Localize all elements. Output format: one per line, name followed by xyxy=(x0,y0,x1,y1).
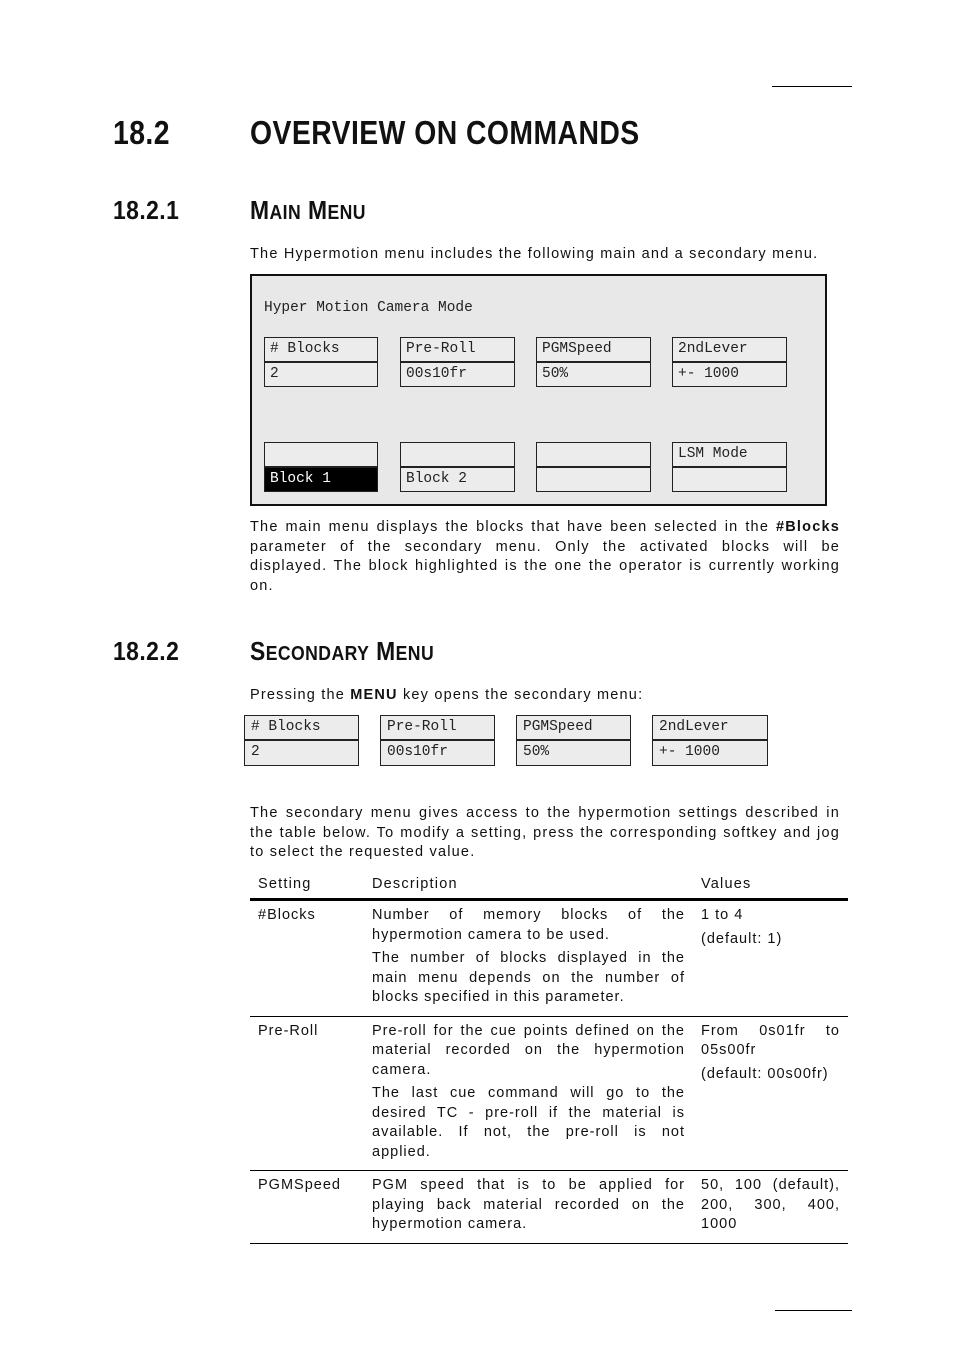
setting-name: PGMSpeed xyxy=(250,1171,364,1244)
softkey-preroll-value: 00s10fr xyxy=(400,362,515,387)
header-description: Description xyxy=(364,872,693,900)
softkey-lsm-mode-value xyxy=(672,467,787,492)
main-menu-screen xyxy=(250,274,827,506)
table-row xyxy=(250,900,848,1017)
setting-description: PGM speed that is to be applied for playing back material recorded on the hypermotion camera. xyxy=(364,1171,693,1244)
main-menu-intro: The Hypermotion menu includes the following main and a secondary menu. xyxy=(250,246,819,262)
softkey-lsm-mode-label[interactable]: LSM Mode xyxy=(672,442,787,467)
block-1-selected[interactable]: Block 1 xyxy=(264,467,378,492)
secondary-2ndlever-value: +- 1000 xyxy=(652,740,768,766)
setting-description: Number of memory blocks of the hypermotion camera to be used. The number of blocks displayed in the main menu depends on the number of blocks specified in this parameter. xyxy=(364,900,693,1017)
setting-values: From 0s01fr to 05s00fr (default: 00s00fr) xyxy=(693,1016,848,1171)
setting-name: #Blocks xyxy=(250,900,364,1017)
setting-values: 50, 100 (default), 200, 300, 400, 1000 xyxy=(693,1171,848,1244)
softkey-f3-value xyxy=(536,467,651,492)
secondary-preroll-value: 00s10fr xyxy=(380,740,495,766)
setting-name: Pre-Roll xyxy=(250,1016,364,1171)
header-values: Values xyxy=(693,872,848,900)
subsection-title-secondary-menu: SECONDARY MENU xyxy=(250,636,435,666)
secondary-preroll-label[interactable]: Pre-Roll xyxy=(380,715,495,740)
header-setting: Setting xyxy=(250,872,364,900)
header-rule xyxy=(772,86,852,87)
table-header-row xyxy=(250,872,848,900)
secondary-blocks-value: 2 xyxy=(244,740,359,766)
footer-rule xyxy=(775,1310,852,1311)
subsection-title-main-menu: MAIN MENU xyxy=(250,195,366,225)
softkey-pgmspeed-value: 50% xyxy=(536,362,651,387)
secondary-menu-description: The secondary menu gives access to the hypermotion settings described in the table below. To modify a setting, press the corresponding softkey and jog to select the requested value. xyxy=(250,805,840,860)
secondary-2ndlever-label[interactable]: 2ndLever xyxy=(652,715,768,740)
softkey-f1-label[interactable] xyxy=(264,442,378,467)
softkey-f2-label[interactable] xyxy=(400,442,515,467)
table-row xyxy=(250,1171,848,1244)
block-2[interactable]: Block 2 xyxy=(400,467,515,492)
softkey-blocks-label[interactable]: # Blocks xyxy=(264,337,378,362)
softkey-f3-label[interactable] xyxy=(536,442,651,467)
main-menu-description: The main menu displays the blocks that have been selected in the #Blocks parameter of the secondary menu. Only the activated blocks will be displayed. The block highlighted is the one the operator is currently working on. xyxy=(250,519,840,594)
secondary-menu-intro: Pressing the MENU key opens the secondary menu: xyxy=(250,687,644,703)
softkey-2ndlever-label[interactable]: 2ndLever xyxy=(672,337,787,362)
secondary-blocks-label[interactable]: # Blocks xyxy=(244,715,359,740)
subsection-number-secondary-menu: 18.2.2 xyxy=(113,636,180,666)
secondary-pgmspeed-value: 50% xyxy=(516,740,631,766)
softkey-pgmspeed-label[interactable]: PGMSpeed xyxy=(536,337,651,362)
table-row xyxy=(250,1016,848,1171)
softkey-2ndlever-value: +- 1000 xyxy=(672,362,787,387)
secondary-pgmspeed-label[interactable]: PGMSpeed xyxy=(516,715,631,740)
subsection-number-main-menu: 18.2.1 xyxy=(113,195,180,225)
screen-title: Hyper Motion Camera Mode xyxy=(264,300,473,316)
section-title: OVERVIEW ON COMMANDS xyxy=(250,114,640,151)
softkey-preroll-label[interactable]: Pre-Roll xyxy=(400,337,515,362)
setting-values: 1 to 4 (default: 1) xyxy=(693,900,848,1017)
section-number: 18.2 xyxy=(113,114,170,151)
settings-table xyxy=(250,872,848,1244)
setting-description: Pre-roll for the cue points defined on the material recorded on the hypermotion camera. The last cue command will go to the desired TC - pre-roll if the material is available. If not, the pre-roll is not applied. xyxy=(364,1016,693,1171)
softkey-blocks-value: 2 xyxy=(264,362,378,387)
